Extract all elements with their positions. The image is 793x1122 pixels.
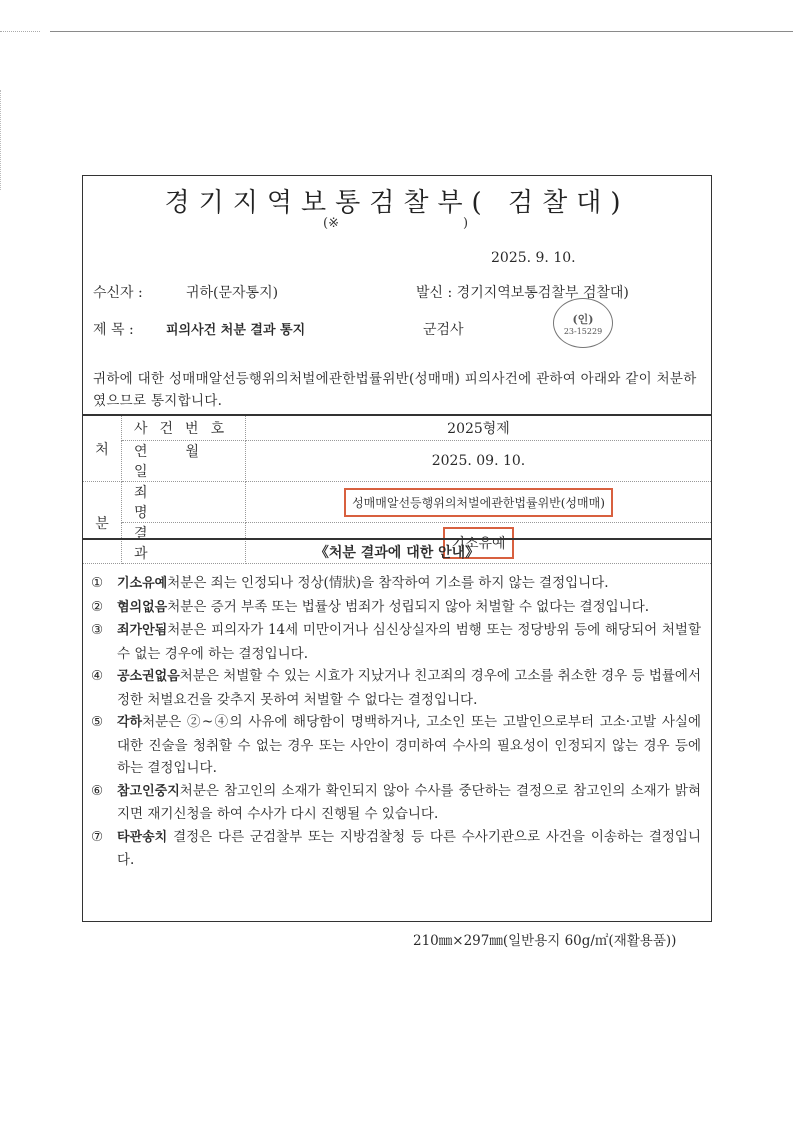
- sender: 발신 : 경기지역보통검찰부 검찰대): [416, 285, 629, 301]
- item-number: ①: [91, 575, 104, 591]
- item-number: ⑤: [91, 714, 104, 730]
- guide-item: [91, 596, 701, 620]
- item-term: 기소유예: [117, 576, 168, 591]
- intro-text: 귀하에 대한 성매매알선등행위의처벌에관한법률위반(성매매) 피의사건에 관하여 아래와 같이 처분하였으므로 통지합니다.: [93, 371, 697, 409]
- table-row: [83, 441, 711, 482]
- charge-cell: [246, 482, 712, 523]
- item-number: ④: [91, 668, 104, 684]
- guide-item: [91, 572, 701, 596]
- recipient-label: 수신자 :: [93, 285, 143, 301]
- document-date: 2025. 9. 10.: [491, 250, 576, 266]
- scan-artifact-line: [0, 31, 40, 33]
- official-seal-icon: [553, 298, 613, 348]
- side-label-bottom: 분: [83, 482, 122, 564]
- table-row: [83, 415, 711, 441]
- guide-list: [91, 572, 701, 872]
- row-label: 연월일: [122, 441, 246, 482]
- item-number: ⑥: [91, 782, 104, 799]
- guide-item: [91, 619, 701, 665]
- stamp-mark-icon: ※: [328, 216, 339, 231]
- prosecutor: 군검사: [423, 322, 464, 338]
- subject-label: 제 목 :: [93, 322, 134, 338]
- item-number: ②: [91, 598, 104, 615]
- item-text: 처분은 참고인의 소재가 확인되지 않아 수사를 중단하는 결정으로 참고인의 소재가 밝혀지면 재기신청을 하여 수사가 다시 진행될 수 있습니다.: [117, 782, 701, 822]
- item-text: 처분은 증거 부족 또는 법률상 범죄가 성립되지 않아 처벌할 수 없다는 결정입니다.: [167, 598, 650, 615]
- row-label: 사건번호: [122, 415, 246, 441]
- case-number: 2025형제: [246, 415, 712, 441]
- item-term: 혐의없음: [117, 599, 168, 615]
- item-text: 처분은 ②~④의 사유에 해당함이 명백하거나, 고소인 또는 고발인으로부터 고소·고발 사실에 대한 진술을 청취할 수 없는 경우 또는 사안이 경미하여 수사의 필요성이 인정되지 않는 경우 등에 하는 결정입니다.: [117, 714, 701, 776]
- item-term: 각하: [117, 715, 143, 730]
- subject-value: 피의사건 처분 결과 통지: [166, 323, 306, 338]
- guide-item: [91, 665, 701, 711]
- notice-frame: [82, 175, 712, 922]
- side-label-top: 처: [83, 415, 122, 482]
- row-label: 결과: [122, 523, 246, 564]
- item-term: 타관송치: [117, 829, 168, 845]
- subtitle-open: (: [323, 216, 329, 231]
- recipient-value: 귀하(문자통지): [186, 285, 279, 301]
- item-text: 처분은 죄는 인정되나 정상(情狀)을 참작하여 기소를 하지 않는 결정입니다.: [167, 575, 609, 591]
- scan-artifact-line: [50, 31, 793, 32]
- item-term: 죄가안됨: [117, 623, 168, 638]
- guide-item: [91, 711, 701, 780]
- document-title: 경기지역보통검찰부( 검찰대): [164, 188, 630, 218]
- item-term: 공소권없음: [117, 669, 180, 684]
- charge-highlight: 성매매알선등행위의처벌에관한법률위반(성매매): [344, 488, 613, 517]
- guide-item: [91, 826, 701, 872]
- scan-artifact-dots: [0, 90, 2, 190]
- seal-number: 23-15229: [563, 327, 603, 336]
- item-text: 처분은 피의자가 14세 미만이거나 심신상실자의 범행 또는 정당방위 등에 해당되어 처벌할 수 없는 경우에 하는 결정입니다.: [117, 622, 701, 662]
- item-number: ③: [91, 622, 104, 638]
- result-highlight: 기소유예: [443, 527, 513, 559]
- item-term: 참고인중지: [117, 783, 180, 799]
- item-text: 처분은 처벌할 수 있는 시효가 지났거나 친고죄의 경우에 고소를 취소한 경우 등 법률에서 정한 처벌요건을 갖추지 못하여 처벌할 수 없다는 결정입니다.: [117, 668, 701, 708]
- guide-item: [91, 780, 701, 826]
- disposition-date: 2025. 09. 10.: [246, 441, 712, 482]
- table-row: [83, 482, 711, 523]
- seal-mark: (인): [572, 313, 594, 326]
- guide-heading: 《처분 결과에 대한 안내》: [83, 538, 711, 562]
- paper-spec-footer: 210㎜×297㎜(일반용지 60g/㎡(재활용품)): [413, 933, 677, 949]
- document-subtitle: [323, 216, 469, 231]
- item-text: 결정은 다른 군검찰부 또는 지방검찰청 등 다른 수사기관으로 사건을 이송하는 결정입니다.: [117, 828, 701, 868]
- subtitle-close: ): [463, 216, 469, 231]
- item-number: ⑦: [91, 828, 104, 845]
- row-label: 죄명: [122, 482, 246, 523]
